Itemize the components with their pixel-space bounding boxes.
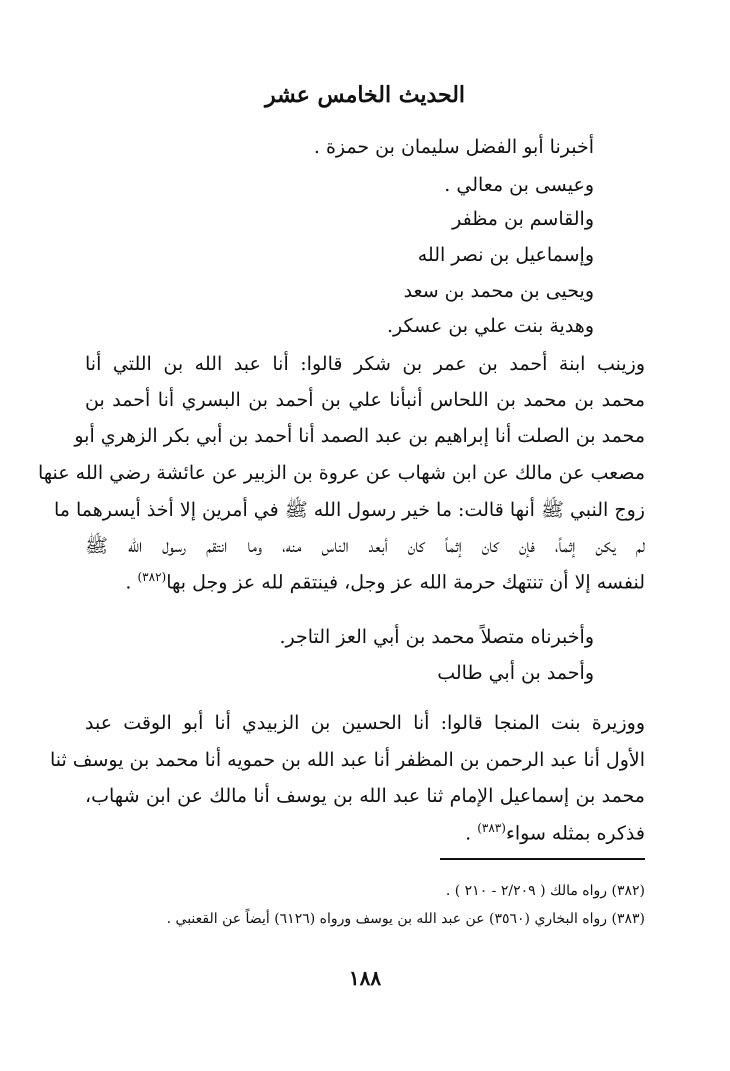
paragraph-text: فذكره بمثله سواء (505, 822, 645, 845)
page-number: ١٨٨ (348, 966, 382, 990)
hadith-title: الحديث الخامس عشر (264, 82, 466, 108)
paragraph-last-line (465, 821, 645, 844)
narrator-line: أخبرنا أبو الفضل سليمان بن حمزة . (313, 136, 594, 158)
paragraph-last-line (125, 570, 645, 593)
narrator-line: ويحيى بن محمد بن سعد (403, 280, 594, 302)
narrator-line: وعيسى بن معالي . (444, 174, 594, 196)
footnote: (٣٨٢) رواه مالك ( ٢/٢٠٩ - ٢١٠ ) . (445, 883, 645, 899)
narrator-line: والقاسم بن مظفر (452, 208, 594, 230)
period: . (465, 822, 472, 845)
narrator-line: وأخبرناه متصلاً محمد بن أبي العز التاجر. (279, 626, 594, 648)
paragraph-line: الأول أنا عبد الرحمن بن المظفر أنا عبد الله بن حمويه أنا محمد بن يوسف ثنا (49, 749, 645, 771)
narrator-line: وهدية بنت علي بن عسكر. (387, 315, 594, 337)
paragraph-text: لنفسه إلا أن تنتهك حرمة الله عز وجل، فينتقم لله عز وجل بها (166, 571, 645, 594)
footnote-divider (440, 858, 645, 860)
paragraph-line: زوج النبي ﷺ أنها قالت: ما خير رسول الله ﷺ في أمرين إلا أخذ أيسرهما ما (54, 499, 645, 521)
narrator-line: وأحمد بن أبي طالب (437, 662, 594, 684)
paragraph-line: ووزيرة بنت المنجا قالوا: أنا الحسين بن الزبيدي أنا أبو الوقت عبد (85, 712, 645, 734)
narrator-line: وإسماعيل بن نصر الله (417, 244, 594, 266)
paragraph-line: محمد بن محمد بن اللحاس أنبأنا علي بن أحمد بن البسري أنا أحمد بن (85, 389, 645, 411)
footnote-ref: (٣٨٢) (137, 570, 167, 584)
paragraph-line: وزينب ابنة أحمد بن عمر بن شكر قالوا: أنا عبد الله بن اللتي أنا (85, 353, 645, 375)
period: . (125, 571, 132, 594)
paragraph-line: لم يكن إثماً، فإن كان إثماً كان أبعد الناس منه، وما انتقم رسول الله ﷺ (85, 535, 645, 557)
paragraph-line: محمد بن الصلت أنا إبراهيم بن عبد الصمد أنا أحمد بن أبي بكر الزهري أبو (74, 425, 645, 447)
footnote-ref: (٣٨٣) (477, 821, 506, 835)
footnote: (٣٨٣) رواه البخاري (٣٥٦٠) عن عبد الله بن يوسف ورواه (٦١٢٦) أيضاً عن القعنبي . (166, 911, 645, 927)
paragraph-line: محمد بن إسماعيل الإمام ثنا عبد الله بن يوسف أنا مالك عن ابن شهاب، (85, 785, 645, 807)
paragraph-line: مصعب عن مالك عن ابن شهاب عن عروة بن الزبير عن عائشة رضي الله عنها (38, 462, 645, 484)
